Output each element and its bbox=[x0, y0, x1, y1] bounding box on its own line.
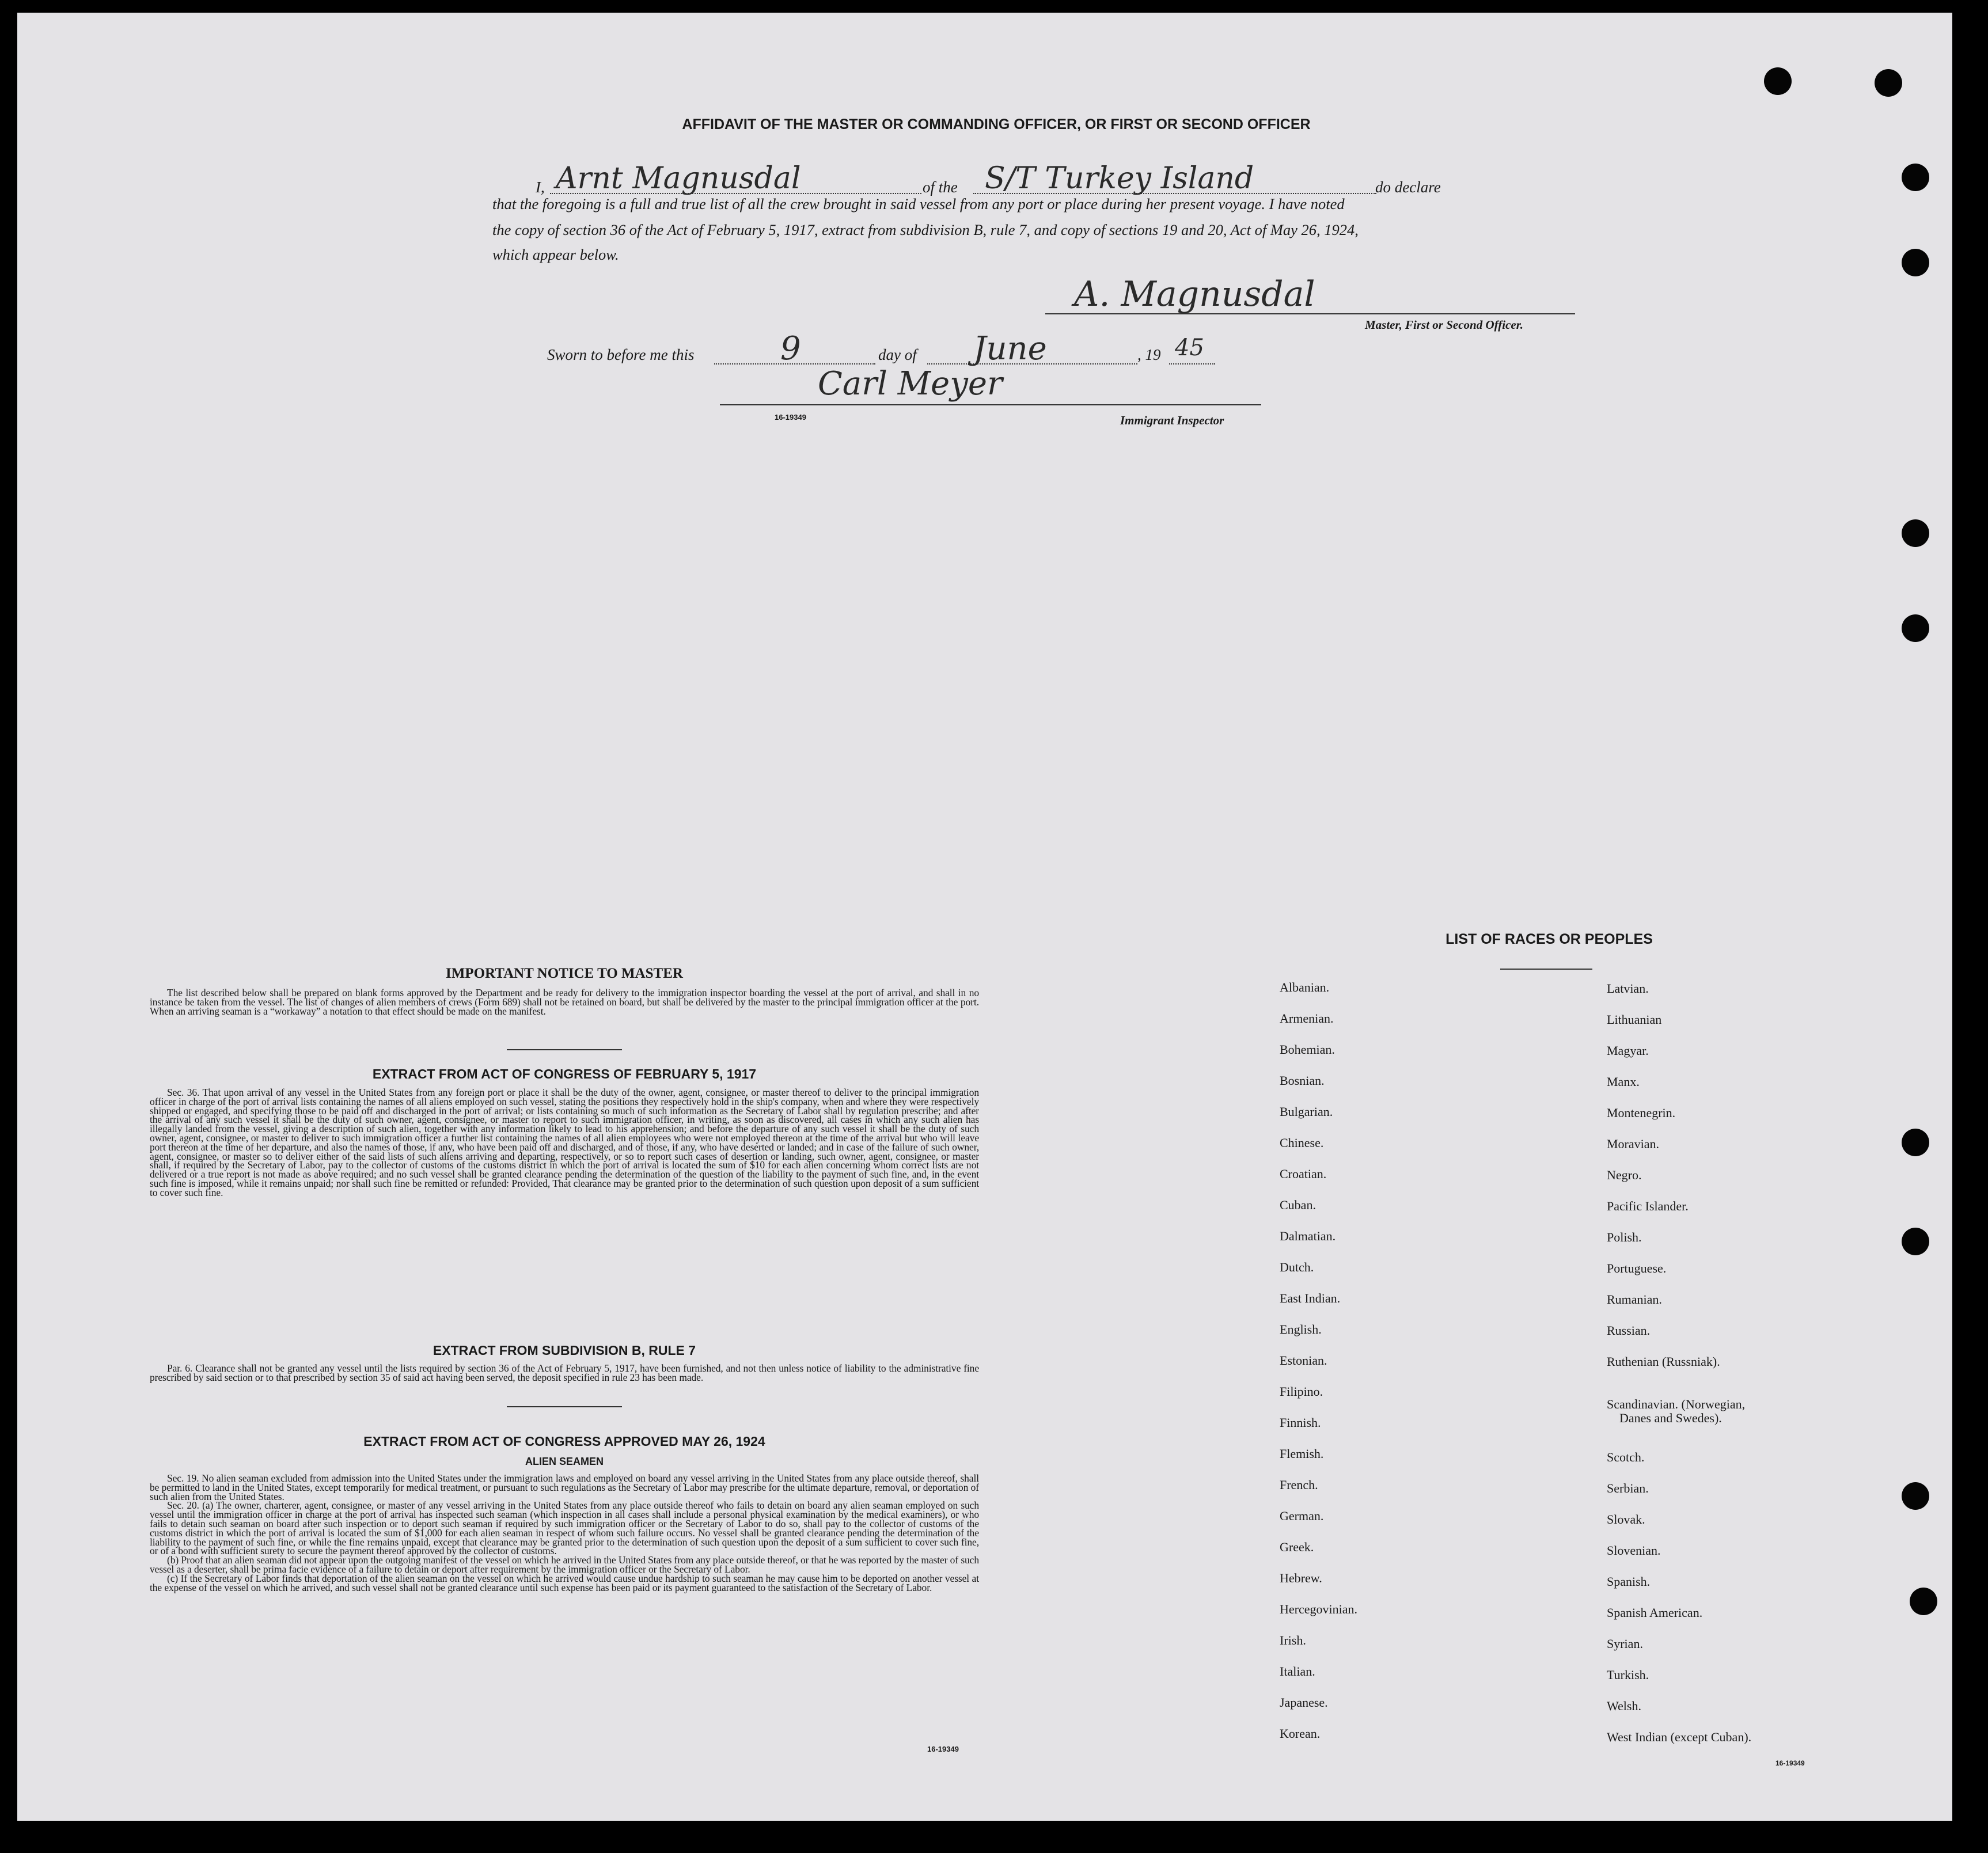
notice-title: IMPORTANT NOTICE TO MASTER bbox=[446, 966, 683, 981]
of-the-label: of the bbox=[923, 179, 958, 196]
sworn-month-field bbox=[927, 330, 1137, 367]
sworn-label: Sworn to before me this bbox=[547, 346, 695, 363]
sec36-paragraph: Sec. 36. That upon arrival of any vessel in the United States from any foreign port or place it shall be the duty of the owner, agent, consignee, or master thereof to deliver to the principal immigration officer in charge of the port of arrival lists containing the names of all aliens employed on such vessel, stating the positions they respectively hold in the ship's company, when and where they were respectively shipped or engaged, and specifying those to be paid off and discharged in the port of arrival; or lists containing so much of such information as the Secretary of Labor shall by regulation prescribe; and after the arrival of any such vessel it shall be the duty of such owner, agent, consignee, or master to report to such immigration officer, in writing, as soon as discovered, all cases in which any such alien has illegally landed from the vessel, giving a description of such alien, together with any information likely to lead to his apprehension; and before the departure of any such vessel it shall be the duty of such owner, agent, consignee, or master to deliver to such immigration officer a further list containing the names of all alien employees who were not employed thereon at the time of the arrival but who will leave port thereon at the time of her departure, and also the names of those, if any, who have been paid off and discharged, and of those, if any, who have deserted or landed; and in case of the failure of such owner, agent, consignee, or master so to deliver either of the said lists of such aliens arriving and departing, respectively, or so to report such cases of desertion or landing, such owner, agent, consignee, or master shall, if required by the Secretary of Labor, pay to the collector of customs of the customs district in which the port of arrival is located the sum of $10 for each alien concerning whom correct lists are not delivered or a true report is not made as above required; and no such vessel shall be granted clearance pending the determination of the question of the liability to the payment of such fine, and, in the event such fine is imposed, while it remains unpaid; nor shall such fine be remitted or refunded: Provided, That clearance may be granted prior to the determination of such question upon deposit of a sum sufficient to cover such fine. bbox=[150, 1087, 979, 1198]
day-of-label: day of bbox=[878, 346, 917, 363]
races-title: LIST OF RACES OR PEOPLES bbox=[1446, 931, 1653, 947]
signature-caption: Master, First or Second Officer. bbox=[1365, 318, 1523, 332]
sec19-paragraph: Sec. 19. No alien seaman excluded from admission into the United States under the immigration laws and employed on board any vessel arriving in the United States from any place outside thereof, shall be permitted to land in the United States, except temporarily for medical treatment, or pursuant to such regulations as the Secretary of Labor may prescribe for the ultimate departure, removal, or deportation of such alien from the United States. bbox=[150, 1472, 979, 1502]
race-item: Magyar. bbox=[1607, 1043, 1649, 1058]
races-title-underline bbox=[1500, 969, 1592, 970]
races-right-column bbox=[1607, 981, 1929, 1764]
extract-1924-title: EXTRACT FROM ACT OF CONGRESS APPROVED MAY 26, 1924 bbox=[363, 1434, 765, 1449]
notice-paragraph: The list described below shall be prepared on blank forms approved by the Department and be ready for delivery to the immigration inspector boarding the vessel at the port of arrival, and shall in no instance be taken from the vessel. The list of changes of alien members of crews (Form 689) shall not be retained on board, but shall be delivered by the master to the principal immigration officer at the port. When an arriving seaman is a “workaway” a notation to that effect should be made on the manifest. bbox=[150, 987, 979, 1017]
race-item: Scandinavian. (Norwegian, bbox=[1607, 1397, 1746, 1411]
inspector-signature-line bbox=[720, 365, 1261, 405]
race-item: Korean. bbox=[1280, 1726, 1321, 1741]
extract-rule7-text bbox=[150, 1364, 979, 1383]
race-item: Dutch. bbox=[1280, 1260, 1314, 1274]
year-suffix: 45 bbox=[1175, 335, 1204, 361]
affidavit-body-3: which appear below. bbox=[492, 246, 619, 263]
race-item: Slovenian. bbox=[1607, 1543, 1661, 1558]
inspector-caption: Immigrant Inspector bbox=[1120, 413, 1224, 427]
do-declare-label: do declare bbox=[1375, 179, 1441, 196]
affidavit-form-number: 16-19349 bbox=[775, 413, 806, 422]
race-item: Welsh. bbox=[1607, 1699, 1641, 1713]
race-item: Turkish. bbox=[1607, 1668, 1649, 1682]
extract-1924-text bbox=[150, 1474, 979, 1592]
race-item: Polish. bbox=[1607, 1230, 1642, 1244]
race-item: Hebrew. bbox=[1280, 1571, 1322, 1585]
race-item: Italian. bbox=[1280, 1664, 1315, 1679]
race-item: Montenegrin. bbox=[1607, 1106, 1676, 1120]
alien-seamen-subtitle: ALIEN SEAMEN bbox=[525, 1456, 604, 1467]
race-item: Cuban. bbox=[1280, 1198, 1316, 1212]
sec20a-paragraph: Sec. 20. (a) The owner, charterer, agent, consignee, or master of any vessel arriving in the United States from any place outside thereof who fails to detain on board any alien seaman employed on such vessel until the immigration officer in charge at the port of arrival has inspected such seaman (which inspection in all cases shall include a personal physical examination by the medical examiners), or who fails to detain such seaman on board after such inspection or to deport such seaman if required by such immigration officer or the Secretary of Labor to do so, shall pay to the collector of customs of the customs district in which the port of arrival is located the sum of $1,000 for each alien seaman in respect of whom such failure occurs. No vessel shall be granted clearance pending the determination of the liability to the payment of such fine, or while the fine remains unpaid, except that clearance may be granted prior to the determination of such question upon the deposit of a sum sufficient to cover such fine, or of a bond with sufficient surety to secure the payment thereof approved by the collector of customs. bbox=[150, 1499, 979, 1557]
extract-1917-text bbox=[150, 1088, 979, 1198]
section-divider bbox=[507, 1406, 622, 1407]
race-item: Moravian. bbox=[1607, 1137, 1660, 1151]
races-left-column bbox=[1280, 980, 1568, 1763]
sworn-line bbox=[547, 332, 1296, 367]
race-item: Greek. bbox=[1280, 1540, 1314, 1554]
sworn-day: 9 bbox=[780, 330, 801, 367]
races-form-number: 16-19349 bbox=[1775, 1759, 1805, 1767]
master-signature-line bbox=[1045, 274, 1575, 314]
affidavit-title: AFFIDAVIT OF THE MASTER OR COMMANDING OFFICER, OR FIRST OR SECOND OFFICER bbox=[682, 116, 1311, 132]
race-item: English. bbox=[1280, 1322, 1322, 1336]
race-item: Danes and Swedes). bbox=[1619, 1411, 1722, 1425]
race-item: Hercegovinian. bbox=[1280, 1602, 1357, 1616]
race-item: Filipino. bbox=[1280, 1384, 1323, 1399]
race-item: Portuguese. bbox=[1607, 1261, 1667, 1275]
affidavit-body-2: the copy of section 36 of the Act of February 5, 1917, extract from subdivision B, rule 7, and copy of sections 19 and 20, Act of May 26, 1924, bbox=[492, 221, 1359, 238]
punch-hole bbox=[1875, 69, 1902, 97]
sworn-month: June bbox=[973, 330, 1047, 367]
race-item: Albanian. bbox=[1280, 980, 1330, 994]
race-item: Bohemian. bbox=[1280, 1042, 1335, 1057]
race-item: Flemish. bbox=[1280, 1446, 1324, 1461]
race-item: Bulgarian. bbox=[1280, 1104, 1333, 1119]
race-item: West Indian (except Cuban). bbox=[1607, 1730, 1752, 1744]
race-item: Serbian. bbox=[1607, 1481, 1649, 1495]
master-signature: A. Magnusdal bbox=[1074, 274, 1315, 314]
vessel-name: S/T Turkey Island bbox=[985, 161, 1254, 196]
race-item: Pacific Islander. bbox=[1607, 1199, 1689, 1213]
race-item: Syrian. bbox=[1607, 1636, 1643, 1651]
race-item: Latvian. bbox=[1607, 981, 1649, 996]
extract-rule7-title: EXTRACT FROM SUBDIVISION B, RULE 7 bbox=[432, 1343, 696, 1358]
sworn-day-field bbox=[714, 330, 875, 367]
extract-form-number: 16-19349 bbox=[927, 1745, 959, 1753]
year-field bbox=[1169, 335, 1215, 364]
race-item: Chinese. bbox=[1280, 1136, 1324, 1150]
vessel-field bbox=[973, 161, 1376, 196]
race-item: Spanish. bbox=[1607, 1574, 1651, 1589]
race-item: Armenian. bbox=[1280, 1011, 1334, 1026]
punch-hole bbox=[1764, 67, 1792, 95]
race-item: Scotch. bbox=[1607, 1450, 1645, 1464]
punch-hole bbox=[1902, 614, 1929, 642]
race-item: Estonian. bbox=[1280, 1353, 1327, 1368]
race-item: Slovak. bbox=[1607, 1512, 1645, 1527]
master-name: Arnt Magnusdal bbox=[556, 161, 801, 196]
race-item: Russian. bbox=[1607, 1323, 1651, 1338]
race-item: German. bbox=[1280, 1509, 1324, 1523]
affidavit-body-1: that the foregoing is a full and true list of all the crew brought in said vessel from any port or place during her present voyage. I have noted bbox=[492, 195, 1345, 212]
section-divider bbox=[507, 1049, 622, 1050]
punch-hole bbox=[1902, 164, 1929, 191]
race-item: Croatian. bbox=[1280, 1167, 1327, 1181]
punch-hole bbox=[1902, 249, 1929, 276]
race-item: Dalmatian. bbox=[1280, 1229, 1336, 1243]
extract-1917-title: EXTRACT FROM ACT OF CONGRESS OF FEBRUARY 5, 1917 bbox=[372, 1066, 757, 1081]
race-item: Negro. bbox=[1607, 1168, 1642, 1182]
race-item: Japanese. bbox=[1280, 1695, 1328, 1710]
race-item: French. bbox=[1280, 1478, 1318, 1492]
race-item: East Indian. bbox=[1280, 1291, 1341, 1305]
master-name-field bbox=[550, 161, 921, 196]
sec20b-paragraph: (b) Proof that an alien seaman did not appear upon the outgoing manifest of the vessel on which he arrived in the United States from any place outside thereof, or that he was reported by the master of such vessel as a deserter, shall be prima facie evidence of a failure to detain or deport after requirement by the immigration officer or the Secretary of Labor. bbox=[150, 1554, 979, 1575]
affidavit-declaration-line bbox=[490, 155, 1584, 196]
document-page bbox=[17, 13, 1952, 1821]
i-label: I, bbox=[536, 179, 545, 196]
race-item: Irish. bbox=[1280, 1633, 1306, 1647]
race-item: Manx. bbox=[1607, 1074, 1640, 1089]
race-item: Ruthenian (Russniak). bbox=[1607, 1354, 1720, 1369]
race-item: Lithuanian bbox=[1607, 1012, 1662, 1027]
race-item: Finnish. bbox=[1280, 1415, 1321, 1430]
race-item: Bosnian. bbox=[1280, 1073, 1325, 1088]
inspector-signature: Carl Meyer bbox=[818, 365, 1003, 403]
notice-text bbox=[150, 989, 979, 1016]
sec20c-paragraph: (c) If the Secretary of Labor finds that deportation of the alien seaman on the vessel on which he arrived would cause undue hardship to such seaman he may cause him to be deported on another vessel at the expense of the vessel on which he arrived, and such vessel shall not be granted clearance until such expense has been paid or its payment guaranteed to the satisfaction of the Secretary of Labor. bbox=[150, 1572, 979, 1593]
punch-hole bbox=[1902, 519, 1929, 547]
year-prefix: , 19 bbox=[1137, 346, 1161, 363]
race-item: Spanish American. bbox=[1607, 1605, 1703, 1620]
par6-paragraph: Par. 6. Clearance shall not be granted any vessel until the lists required by section 36 of the Act of February 5, 1917, have been furnished, and not then unless notice of liability to the administrative fine prescribed by said section or to that prescribed by section 35 of said act having been served, the deposit specified in rule 23 has been made. bbox=[150, 1362, 979, 1383]
race-item: Rumanian. bbox=[1607, 1292, 1662, 1307]
